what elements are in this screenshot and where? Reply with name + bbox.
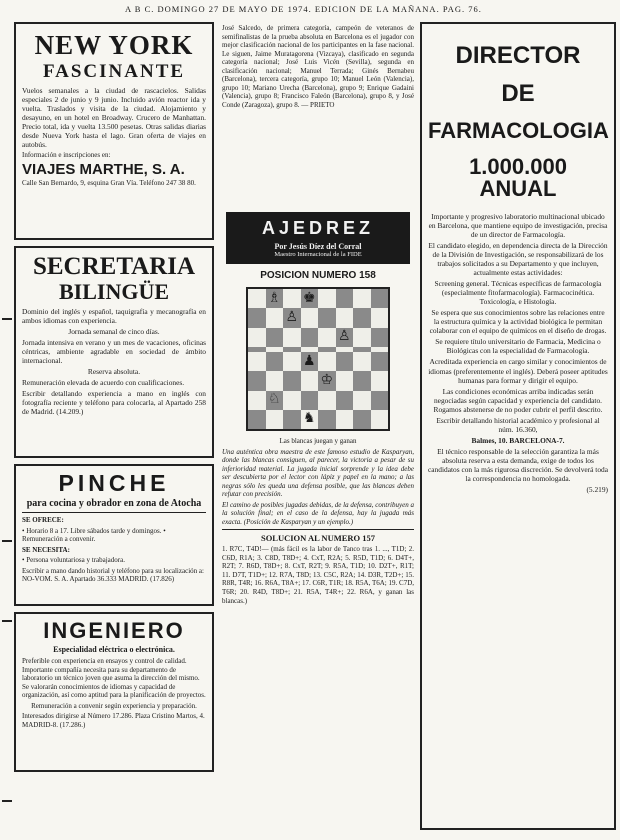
- chess-board: [246, 287, 390, 431]
- chess-piece-icon: ♔: [320, 372, 334, 388]
- ad-pinche-offer-heading: SE OFRECE:: [22, 516, 64, 524]
- chess-square: [336, 289, 354, 308]
- ad-secretaria-title: SECRETARIA: [32, 253, 196, 280]
- page-header: A B C. DOMINGO 27 DE MAYO DE 1974. EDICION DE LA MAÑANA. PAG. 76.: [125, 4, 482, 14]
- chess-square: [318, 289, 336, 308]
- chess-author-role: Maestro Internacional de la FIDE: [274, 251, 362, 258]
- chess-news-text: José Salcedo, de primera categoría, campeón de veteranos de semifinalistas de la prueba absoluta en Barcelona es el jugador con mejor clasificación nacional de los participantes en la fase nacional. Le siguen, Jaime Muratagorena (Vizcaya), clasificado en segunda categoría nacional; José Luis Vicén (Sevilla), segunda en clasificación nacional; Manuel Terrada; Ginés Bernabeu (Barcelona), tercera categoría, grupo 10; Manuel León (Valencia), grupo 10; Mariano Urecha (Barcelona), grupo 9; Enrique Gadaini (Valencia), grupo 8; Francisco Faleón (Barcelona), grupo 8, y José Conde (Zaragoza), grupo 8. — PRIETO: [222, 24, 414, 109]
- chess-piece-icon: ♗: [267, 290, 281, 306]
- chess-square: [318, 410, 336, 429]
- chess-square: [318, 308, 336, 327]
- chess-square: [283, 308, 301, 327]
- chess-square: [371, 371, 389, 390]
- chess-piece-icon: ♙: [285, 309, 299, 325]
- ad-secretaria-p3: Jornada intensiva en verano y un mes de vacaciones, oficinas céntricas, ambiente agradable en sociedad de ámbito internacional.: [22, 338, 206, 366]
- ad-director-contact: Escribir detallando historial académico y profesional al núm. 16.360,: [436, 415, 600, 434]
- chess-square: [371, 328, 389, 347]
- chess-square: [371, 352, 389, 371]
- chess-square: [266, 352, 284, 371]
- chess-square: [301, 308, 319, 327]
- chess-square: [283, 352, 301, 371]
- chess-square: [353, 391, 371, 410]
- ad-director-p5: Se requiere título universitario de Farmacia, Medicina o Biológicas con la especialidad de Farmacología.: [435, 337, 601, 356]
- solution-title: SOLUCION AL NUMERO 157: [260, 533, 376, 544]
- ad-ingeniero: [14, 612, 214, 772]
- ad-new-york-info: Información e inscripciones en:: [22, 151, 111, 160]
- chess-piece-icon: ♙: [337, 329, 351, 345]
- ad-new-york-title: NEW YORK: [34, 30, 194, 60]
- chess-square: [353, 308, 371, 327]
- middle-column: [222, 22, 414, 836]
- chess-square: [353, 410, 371, 429]
- chess-square: [248, 410, 266, 429]
- ad-ingeniero-remuneration: Remuneración a convenir según experiencia y preparación.: [31, 701, 197, 710]
- ad-new-york-company: VIAJES MARTHE, S. A.: [22, 160, 185, 178]
- ad-director-p2: El candidato elegido, en dependencia directa de la Dirección de la División de Investigación, se responsabilizará de los trabajos solicitados a su Departamento y que incluyen, actualmente estas actividades:: [428, 241, 608, 278]
- ad-director-p4: Se espera que sus conocimientos sobre las relaciones entre la estructura química y la actividad biológica le permitan colaborar con el equipo de químicos en el diseño de drogas.: [429, 308, 607, 336]
- ad-director-line3: FARMACOLOGIA: [428, 118, 609, 143]
- chess-piece-icon: ♚: [302, 290, 316, 306]
- chess-square: [248, 371, 266, 390]
- chess-square: [371, 289, 389, 308]
- chess-square: [248, 308, 266, 327]
- ad-director-p8: El técnico responsable de la selección garantiza la más absoluta reserva a esta demanda, exige de todos los candidatos con la más rigurosa discreción. Se devolverá toda la correspondencia no homologada.: [428, 446, 608, 483]
- ad-director-ref: (5.219): [586, 484, 608, 494]
- chess-square: [283, 391, 301, 410]
- chess-square: [266, 391, 284, 410]
- chess-square: [336, 391, 354, 410]
- chess-square: [371, 308, 389, 327]
- chess-square: [301, 289, 319, 308]
- chess-square: [318, 391, 336, 410]
- divider: [222, 529, 414, 530]
- chess-square: [353, 328, 371, 347]
- ad-new-york-subtitle: FASCINANTE: [42, 61, 186, 82]
- chess-caption: Las blancas juegan y ganan: [279, 437, 357, 445]
- ad-pinche-need-heading: SE NECESITA:: [22, 545, 70, 554]
- ad-director-p7: Las condiciones económicas arriba indicadas serán negociadas según capacidad y experiencia del candidato. Rogamos abstenerse de no poder cubrir el perfil descrito.: [433, 386, 603, 414]
- chess-square: [248, 328, 266, 347]
- ad-secretaria-subtitle: BILINGÜE: [58, 279, 170, 304]
- ad-pinche-offer: • Horario 8 a 17. Libre sábados tarde y domingos. • Remuneración a convenir.: [22, 526, 166, 544]
- ad-director-line2: DE: [501, 80, 535, 107]
- chess-square: [301, 371, 319, 390]
- chess-title: AJEDREZ: [261, 218, 374, 238]
- ad-director-p1: Importante y progresivo laboratorio multinacional ubicado en Barcelona, que mantiene equipo de investigación, precisa de un director de Farmacología.: [428, 212, 608, 240]
- chess-square: [301, 410, 319, 429]
- chess-square: [266, 371, 284, 390]
- chess-body-1: Una auténtica obra maestra de este famoso estudio de Kasparyan, donde las blancas consiguen, al parecer, la victoria a pesar de su inferioridad material. La jugada inicial sorprende y la idea debe ser descubierta por el lector con lápiz y papel en la mano; a las negras sólo les queda una defensa posible, que las blancas deben refutar con precisión.: [222, 447, 414, 499]
- chess-square: [266, 289, 284, 308]
- ad-new-york-address: Calle San Bernardo, 9, esquina Gran Vía. Teléfono 247 38 80.: [22, 178, 196, 187]
- chess-square: [318, 328, 336, 347]
- chess-square: [248, 352, 266, 371]
- chess-square: [266, 328, 284, 347]
- ad-secretaria-p2: Jornada semanal de cinco días.: [68, 327, 160, 337]
- chess-square: [336, 352, 354, 371]
- ad-ingeniero-contact: Interesados dirigirse al Número 17.286. Plaza Cristino Martos, 4. MADRID-8. (17.286.): [22, 712, 205, 729]
- chess-square: [318, 371, 336, 390]
- chess-square: [283, 289, 301, 308]
- ad-director-p6: Acreditada experiencia en cargo similar y conocimientos de idiomas (preferentemente el inglés). Deberá poseer aptitudes humanas para formar y dirigir el equipo.: [428, 357, 608, 385]
- ad-director-address: Balmes, 10. BARCELONA-7.: [471, 435, 565, 445]
- chess-square: [283, 328, 301, 347]
- chess-square: [336, 410, 354, 429]
- ad-pinche-need: • Persona voluntariosa y trabajadora.: [22, 556, 125, 565]
- ad-secretaria: [14, 246, 214, 458]
- ad-director-p3: Screening general. Técnicas específicas de farmacología (especialmente fitofarmacología). Farmacocinética. Toxicología, e Histología.: [434, 279, 602, 307]
- divider: [22, 512, 206, 513]
- chess-square: [318, 352, 336, 371]
- chess-square: [371, 410, 389, 429]
- ad-pinche: [14, 464, 214, 606]
- ad-new-york: [14, 22, 214, 240]
- right-column: [420, 22, 616, 836]
- ad-secretaria-p4: Reserva absoluta.: [87, 367, 141, 377]
- chess-body-2: El camino de posibles jugadas debidas, de la defensa, contribuyen a la solución final; en el caso de la defensa, hay la jugada más exacta. (Posición de Kasparyan y un ejemplo.): [222, 500, 414, 526]
- chess-square: [248, 289, 266, 308]
- ad-secretaria-p5: Remuneración elevada de acuerdo con cualificaciones.: [22, 378, 185, 388]
- chess-square: [248, 391, 266, 410]
- chess-square: [301, 328, 319, 347]
- ad-pinche-contact: Escribir a mano dando historial y teléfono para su localización a: NO-VOM. S. A. Apartado 36.333 MADRID. (17.826): [22, 566, 204, 584]
- chess-square: [353, 289, 371, 308]
- chess-author: Por Jesús Díez del Corral: [274, 242, 362, 251]
- ad-director-salary: 1.000.000 ANUAL: [469, 154, 567, 201]
- chess-square: [266, 308, 284, 327]
- position-title: POSICION NUMERO 158: [260, 270, 376, 281]
- chess-square: [301, 391, 319, 410]
- ad-new-york-body: Vuelos semanales a la ciudad de rascacielos. Salidas especiales 2 de junio y 9 junio. Incluido avión reactor ida y vuelta. Traslados y visita de la ciudad. Alojamiento y desayuno, en un hotel en Broadway. Crucero de Manhattan. Precio total, ida y vuelta 13.500 pesetas. Otras salidas diarias desde Nueva York hasta el lago. Gran oferta de viajes en autobús.: [22, 86, 206, 150]
- chess-square: [283, 410, 301, 429]
- ad-secretaria-p6: Escribir detallando experiencia a mano en inglés con fotografía reciente y teléfono para colocarla, al Apartado 258 de Madrid. (14.209.): [22, 389, 206, 417]
- chess-piece-icon: ♞: [302, 411, 316, 427]
- ad-ingeniero-subtitle: Especialidad eléctrica o electrónica.: [53, 645, 175, 654]
- ad-director-line1: DIRECTOR: [455, 42, 581, 69]
- chess-square: [371, 391, 389, 410]
- ad-secretaria-p1: Dominio del inglés y español, taquigrafía y mecanografía en ambos idiomas con experiencia.: [22, 307, 206, 326]
- ad-ingeniero-title: INGENIERO: [43, 618, 185, 643]
- chess-piece-icon: ♟: [302, 353, 316, 369]
- chess-square: [336, 308, 354, 327]
- chess-square: [353, 352, 371, 371]
- chess-square: [353, 371, 371, 390]
- left-column: [14, 22, 214, 836]
- chess-square: [283, 371, 301, 390]
- chess-section-header: [226, 212, 410, 264]
- chess-square: [266, 410, 284, 429]
- ad-pinche-title: PINCHE: [58, 470, 170, 496]
- chess-square: [336, 371, 354, 390]
- ad-pinche-subtitle: para cocina y obrador en zona de Atocha: [26, 498, 202, 509]
- chess-square: [336, 328, 354, 347]
- ad-ingeniero-body: Preferible con experiencia en ensayos y control de calidad. Importante compañía necesita para su departamento de laboratorio un técnico joven que asuma la dirección del mismo. Se valorarán conocimientos de idiomas y capacidad de organización, así como aptitud para la planificación de proyectos.: [22, 657, 206, 700]
- margin-marks: [2, 240, 12, 840]
- chess-piece-icon: ♘: [267, 392, 281, 408]
- solution-text: 1. R7C, T4D!— (más fácil es la labor de Tanco tras 1. ..., T1D; 2. C6D, R1A; 3. C8D, T8D+; 4. CxT, R2A; 5. R5D, T1D; 6. D4T+, R2T; 7. R6D, T8D+; 8. CxT, R2T; 9. R5A, T1D; 10. D2T+, R1T; 11. D7T, T1D+; 12. R7A, T8D; 13. C5C, R2A; 14. D3R, T2D+; 15. R8R, T4R; 16. R6A, T8A+; 17. C6R, T1R; 18. R5A, T6A; 19. C7D, T6R; 20. R4D, T8D+; 21. R5A, T4R+; 22. R6A, y ganan las blancas.): [222, 545, 414, 605]
- ad-director-farmacologia: [420, 22, 616, 830]
- chess-square: [301, 352, 319, 371]
